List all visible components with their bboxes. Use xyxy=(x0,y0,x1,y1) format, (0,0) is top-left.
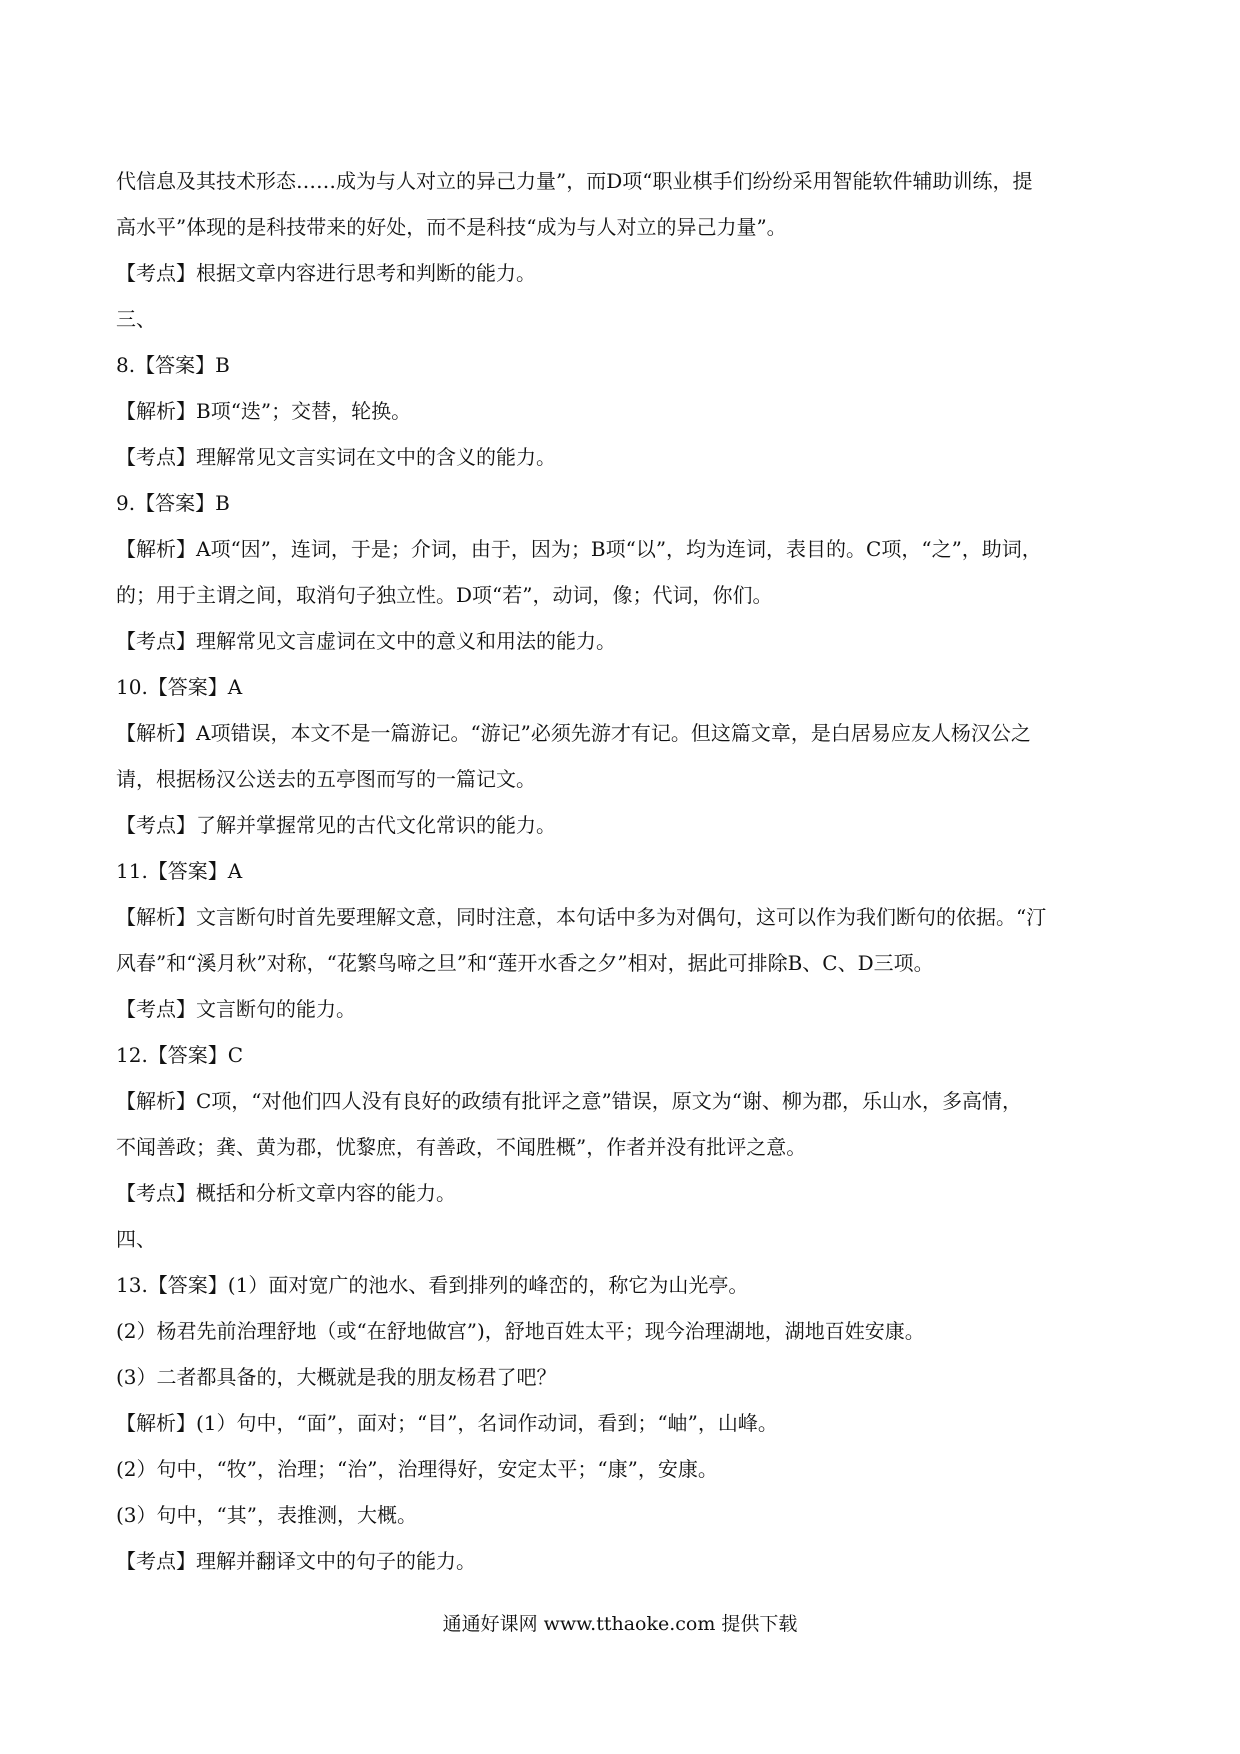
analysis-9-line-1: 【解析】A项“因”，连词，于是；介词，由于，因为；B项“以”，均为连词，表目的。C项，“之”，助词， xyxy=(116,537,1042,561)
analysis-12-line-2: 不闻善政；龚、黄为郡，忧黎庶，有善政，不闻胜概”，作者并没有批评之意。 xyxy=(116,1135,807,1159)
analysis-10-line-1: 【解析】A项错误，本文不是一篇游记。“游记”必须先游才有记。但这篇文章，是白居易应友人杨汉公之 xyxy=(116,721,1031,745)
answer-12: 12.【答案】C xyxy=(116,1043,244,1067)
answer-9: 9.【答案】B xyxy=(116,491,230,515)
answer-13-part-1: 13.【答案】(1）面对宽广的池水、看到排列的峰峦的，称它为山光亭。 xyxy=(116,1273,749,1297)
answer-8: 8.【答案】B xyxy=(116,353,230,377)
section-heading-4: 四、 xyxy=(116,1227,156,1251)
answer-content xyxy=(116,158,1126,1584)
text-line-1: 代信息及其技术形态……成为与人对立的异己力量”，而D项“职业棋手们纷纷采用智能软件辅助训练，提 xyxy=(116,169,1033,193)
answer-13-part-2: (2）杨君先前治理舒地（或“在舒地做宫”)，舒地百姓太平；现今治理湖地，湖地百姓安康。 xyxy=(116,1319,925,1343)
text-line-2: 高水平”体现的是科技带来的好处，而不是科技“成为与人对立的异己力量”。 xyxy=(116,215,787,239)
answer-10: 10.【答案】A xyxy=(116,675,243,699)
analysis-13-part-3: (3）句中，“其”，表推测，大概。 xyxy=(116,1503,417,1527)
text-line-3: 【考点】根据文章内容进行思考和判断的能力。 xyxy=(116,261,536,285)
page-footer: 通通好课网 www.tthaoke.com 提供下载 xyxy=(442,1613,798,1635)
analysis-11-line-1: 【解析】文言断句时首先要理解文意，同时注意，本句话中多为对偶句，这可以作为我们断句的依据。“汀 xyxy=(116,905,1047,929)
analysis-11-line-2: 风春”和“溪月秋”对称，“花繁鸟啼之旦”和“莲开水香之夕”相对，据此可排除B、C、D三项。 xyxy=(116,951,934,975)
point-11: 【考点】文言断句的能力。 xyxy=(116,997,356,1021)
analysis-10-line-2: 请，根据杨汉公送去的五亭图而写的一篇记文。 xyxy=(116,767,536,791)
point-13: 【考点】理解并翻译文中的句子的能力。 xyxy=(116,1549,476,1573)
section-heading-3: 三、 xyxy=(116,307,156,331)
analysis-8: 【解析】B项“迭”；交替，轮换。 xyxy=(116,399,412,423)
answer-11: 11.【答案】A xyxy=(116,859,243,883)
answer-13-part-3: (3）二者都具备的，大概就是我的朋友杨君了吧？ xyxy=(116,1365,557,1389)
point-12: 【考点】概括和分析文章内容的能力。 xyxy=(116,1181,456,1205)
point-9: 【考点】理解常见文言虚词在文中的意义和用法的能力。 xyxy=(116,629,616,653)
analysis-13-part-2: (2）句中，“牧”，治理；“治”，治理得好，安定太平；“康”，安康。 xyxy=(116,1457,718,1481)
analysis-12-line-1: 【解析】C项，“对他们四人没有良好的政绩有批评之意”错误，原文为“谢、柳为郡，乐山水，多高情， xyxy=(116,1089,1022,1113)
point-8: 【考点】理解常见文言实词在文中的含义的能力。 xyxy=(116,445,556,469)
analysis-9-line-2: 的；用于主谓之间，取消句子独立性。D项“若”，动词，像；代词，你们。 xyxy=(116,583,773,607)
analysis-13-part-1: 【解析】(1）句中，“面”，面对；“目”，名词作动词，看到；“岫”，山峰。 xyxy=(116,1411,778,1435)
point-10: 【考点】了解并掌握常见的古代文化常识的能力。 xyxy=(116,813,556,837)
